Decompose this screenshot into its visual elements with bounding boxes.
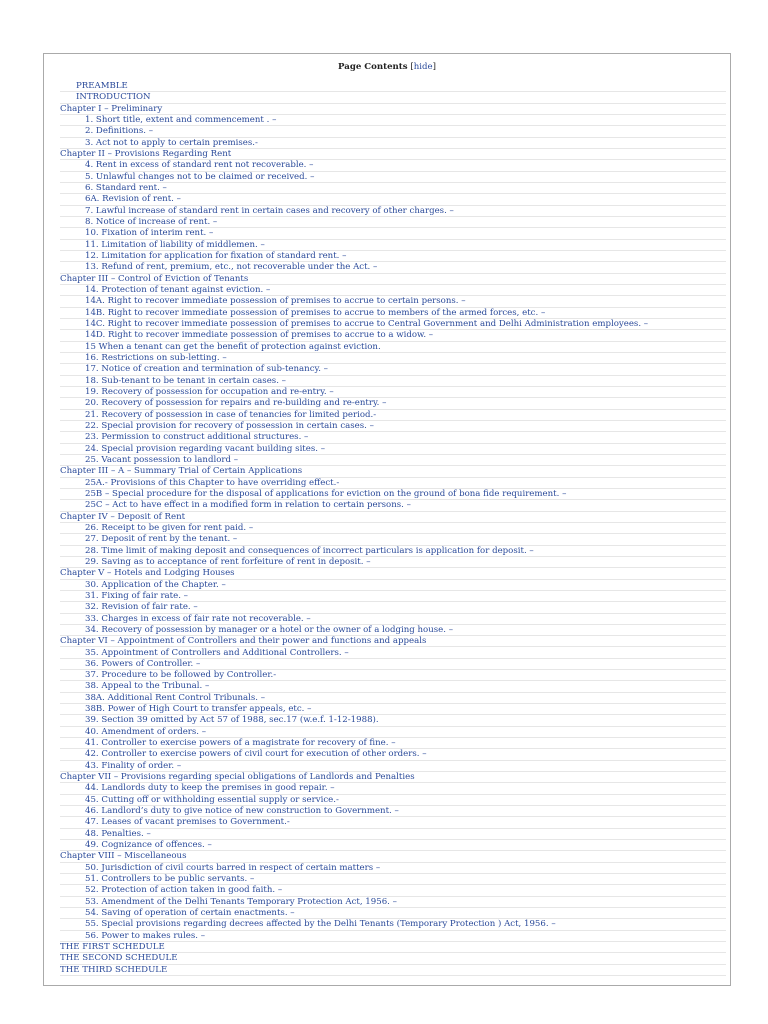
toc-section-link[interactable]: 25A.- Provisions of this Chapter to have overriding effect.- (60, 478, 726, 489)
toc-chapter-link[interactable]: Chapter I – Preliminary (60, 104, 726, 115)
toc-section-link[interactable]: 54. Saving of operation of certain enactments. – (60, 908, 726, 919)
toc-section-link[interactable]: 25B – Special procedure for the disposal of applications for eviction on the ground of bona fide requirement. – (60, 489, 726, 500)
toc-section-link[interactable]: 45. Cutting off or withholding essential supply or service.- (60, 795, 726, 806)
toc-section-link[interactable]: 3. Act not to apply to certain premises.- (60, 138, 726, 149)
toc-chapter-link[interactable]: Chapter IV – Deposit of Rent (60, 512, 726, 523)
toc-section-link[interactable]: 39. Section 39 omitted by Act 57 of 1988, sec.17 (w.e.f. 1-12-1988). (60, 715, 726, 726)
toc-section-link[interactable]: 14C. Right to recover immediate possession of premises to accrue to Central Government and Delhi Administration employees. – (60, 319, 726, 330)
hide-bracket-open: [ (410, 62, 414, 72)
toc-section-link[interactable]: 19. Recovery of possession for occupation and re-entry. – (60, 387, 726, 398)
toc-section-link[interactable]: 14. Protection of tenant against eviction. – (60, 285, 726, 296)
toc-chapter-link[interactable]: Chapter V – Hotels and Lodging Houses (60, 568, 726, 579)
toc-section-link[interactable]: 50. Jurisdiction of civil courts barred in respect of certain matters – (60, 863, 726, 874)
toc-section-link[interactable]: 37. Procedure to be followed by Controller.- (60, 670, 726, 681)
toc-section-link[interactable]: 48. Penalties. – (60, 829, 726, 840)
toc-section-link[interactable]: 35. Appointment of Controllers and Additional Controllers. – (60, 648, 726, 659)
toc-section-link[interactable]: 49. Cognizance of offences. – (60, 840, 726, 851)
toc-section-link[interactable]: 41. Controller to exercise powers of a magistrate for recovery of fine. – (60, 738, 726, 749)
toc-section-link[interactable]: 22. Special provision for recovery of possession in certain cases. – (60, 421, 726, 432)
toc-section-link[interactable]: 31. Fixing of fair rate. – (60, 591, 726, 602)
toc-section-link[interactable]: 51. Controllers to be public servants. – (60, 874, 726, 885)
toc-section-link[interactable]: 1. Short title, extent and commencement . – (60, 115, 726, 126)
toc-title: Page Contents (338, 62, 408, 72)
toc-section-link[interactable]: 4. Rent in excess of standard rent not recoverable. – (60, 160, 726, 171)
toc-chapter-link[interactable]: Chapter III – A – Summary Trial of Certain Applications (60, 466, 726, 477)
toc-section-link[interactable]: 46. Landlord’s duty to give notice of new construction to Government. – (60, 806, 726, 817)
toc-chapter-link[interactable]: Chapter VII – Provisions regarding special obligations of Landlords and Penalties (60, 772, 726, 783)
toc-section-link[interactable]: PREAMBLE (60, 81, 726, 92)
toc-chapter-link[interactable]: THE FIRST SCHEDULE (60, 942, 726, 953)
toc-section-link[interactable]: 32. Revision of fair rate. – (60, 602, 726, 613)
toc-section-link[interactable]: 14A. Right to recover immediate possession of premises to accrue to certain persons. – (60, 296, 726, 307)
toc-section-link[interactable]: 47. Leases of vacant premises to Government.- (60, 817, 726, 828)
toc-section-link[interactable]: 40. Amendment of orders. – (60, 727, 726, 738)
toc-chapter-link[interactable]: Chapter III – Control of Eviction of Tenants (60, 274, 726, 285)
toc-section-link[interactable]: 26. Receipt to be given for rent paid. – (60, 523, 726, 534)
toc-section-link[interactable]: 6. Standard rent. – (60, 183, 726, 194)
toc-section-link[interactable]: 5. Unlawful changes not to be claimed or received. – (60, 172, 726, 183)
toc-section-link[interactable]: 25. Vacant possession to landlord – (60, 455, 726, 466)
toc-section-link[interactable]: 27. Deposit of rent by the tenant. – (60, 534, 726, 545)
toc-section-link[interactable]: 52. Protection of action taken in good faith. – (60, 885, 726, 896)
toc-section-link[interactable]: 23. Permission to construct additional structures. – (60, 432, 726, 443)
toc-section-link[interactable]: 34. Recovery of possession by manager or a hotel or the owner of a lodging house. – (60, 625, 726, 636)
hide-bracket-close: ] (432, 62, 436, 72)
toc-chapter-link[interactable]: Chapter VIII – Miscellaneous (60, 851, 726, 862)
toc-section-link[interactable]: 28. Time limit of making deposit and consequences of incorrect particulars is application for deposit. – (60, 546, 726, 557)
toc-header (44, 60, 730, 74)
toc-section-link[interactable]: 36. Powers of Controller. – (60, 659, 726, 670)
toc-section-link[interactable]: 43. Finality of order. – (60, 761, 726, 772)
toc-chapter-link[interactable]: THE THIRD SCHEDULE (60, 965, 726, 976)
toc-section-link[interactable]: 38B. Power of High Court to transfer appeals, etc. – (60, 704, 726, 715)
toc-section-link[interactable]: 8. Notice of increase of rent. – (60, 217, 726, 228)
toc-section-link[interactable]: 30. Application of the Chapter. – (60, 580, 726, 591)
toc-chapter-link[interactable]: Chapter II – Provisions Regarding Rent (60, 149, 726, 160)
toc-section-link[interactable]: 33. Charges in excess of fair rate not recoverable. – (60, 614, 726, 625)
toc-section-link[interactable]: INTRODUCTION (60, 92, 726, 103)
toc-section-link[interactable]: 10. Fixation of interim rent. – (60, 228, 726, 239)
toc-section-link[interactable]: 24. Special provision regarding vacant building sites. – (60, 444, 726, 455)
toc-section-link[interactable]: 25C – Act to have effect in a modified form in relation to certain persons. – (60, 500, 726, 511)
toc-section-link[interactable]: 38. Appeal to the Tribunal. – (60, 681, 726, 692)
toc-chapter-link[interactable]: THE SECOND SCHEDULE (60, 953, 726, 964)
toc-section-link[interactable]: 15 When a tenant can get the benefit of protection against eviction. (60, 342, 726, 353)
toc-section-link[interactable]: 14D. Right to recover immediate possession of premises to accrue to a widow. – (60, 330, 726, 341)
toc-section-link[interactable]: 6A. Revision of rent. – (60, 194, 726, 205)
toc-chapter-link[interactable]: Chapter VI – Appointment of Controllers and their power and functions and appeals (60, 636, 726, 647)
toc-section-link[interactable]: 13. Refund of rent, premium, etc., not recoverable under the Act. – (60, 262, 726, 273)
toc-section-link[interactable]: 21. Recovery of possession in case of tenancies for limited period.- (60, 410, 726, 421)
toc-section-link[interactable]: 18. Sub-tenant to be tenant in certain cases. – (60, 376, 726, 387)
toc-section-link[interactable]: 53. Amendment of the Delhi Tenants Temporary Protection Act, 1956. – (60, 897, 726, 908)
toc-section-link[interactable]: 44. Landlords duty to keep the premises in good repair. – (60, 783, 726, 794)
table-of-contents (43, 53, 731, 986)
toc-section-link[interactable]: 38A. Additional Rent Control Tribunals. – (60, 693, 726, 704)
toc-section-link[interactable]: 2. Definitions. – (60, 126, 726, 137)
hide-link[interactable]: hide (413, 62, 433, 72)
toc-section-link[interactable]: 11. Limitation of liability of middlemen. – (60, 240, 726, 251)
toc-section-link[interactable]: 20. Recovery of possession for repairs and re-building and re-entry. – (60, 398, 726, 409)
toc-section-link[interactable]: 16. Restrictions on sub-letting. – (60, 353, 726, 364)
toc-section-link[interactable]: 29. Saving as to acceptance of rent forfeiture of rent in deposit. – (60, 557, 726, 568)
toc-section-link[interactable]: 14B. Right to recover immediate possession of premises to accrue to members of the armed forces, etc. – (60, 308, 726, 319)
toc-section-link[interactable]: 55. Special provisions regarding decrees affected by the Delhi Tenants (Temporary Protection ) Act, 1956. – (60, 919, 726, 930)
toc-section-link[interactable]: 56. Power to makes rules. – (60, 931, 726, 942)
toc-section-link[interactable]: 42. Controller to exercise powers of civil court for execution of other orders. – (60, 749, 726, 760)
toc-section-link[interactable]: 12. Limitation for application for fixation of standard rent. – (60, 251, 726, 262)
toc-section-link[interactable]: 7. Lawful increase of standard rent in certain cases and recovery of other charges. – (60, 206, 726, 217)
toc-section-link[interactable]: 17. Notice of creation and termination of sub-tenancy. – (60, 364, 726, 375)
